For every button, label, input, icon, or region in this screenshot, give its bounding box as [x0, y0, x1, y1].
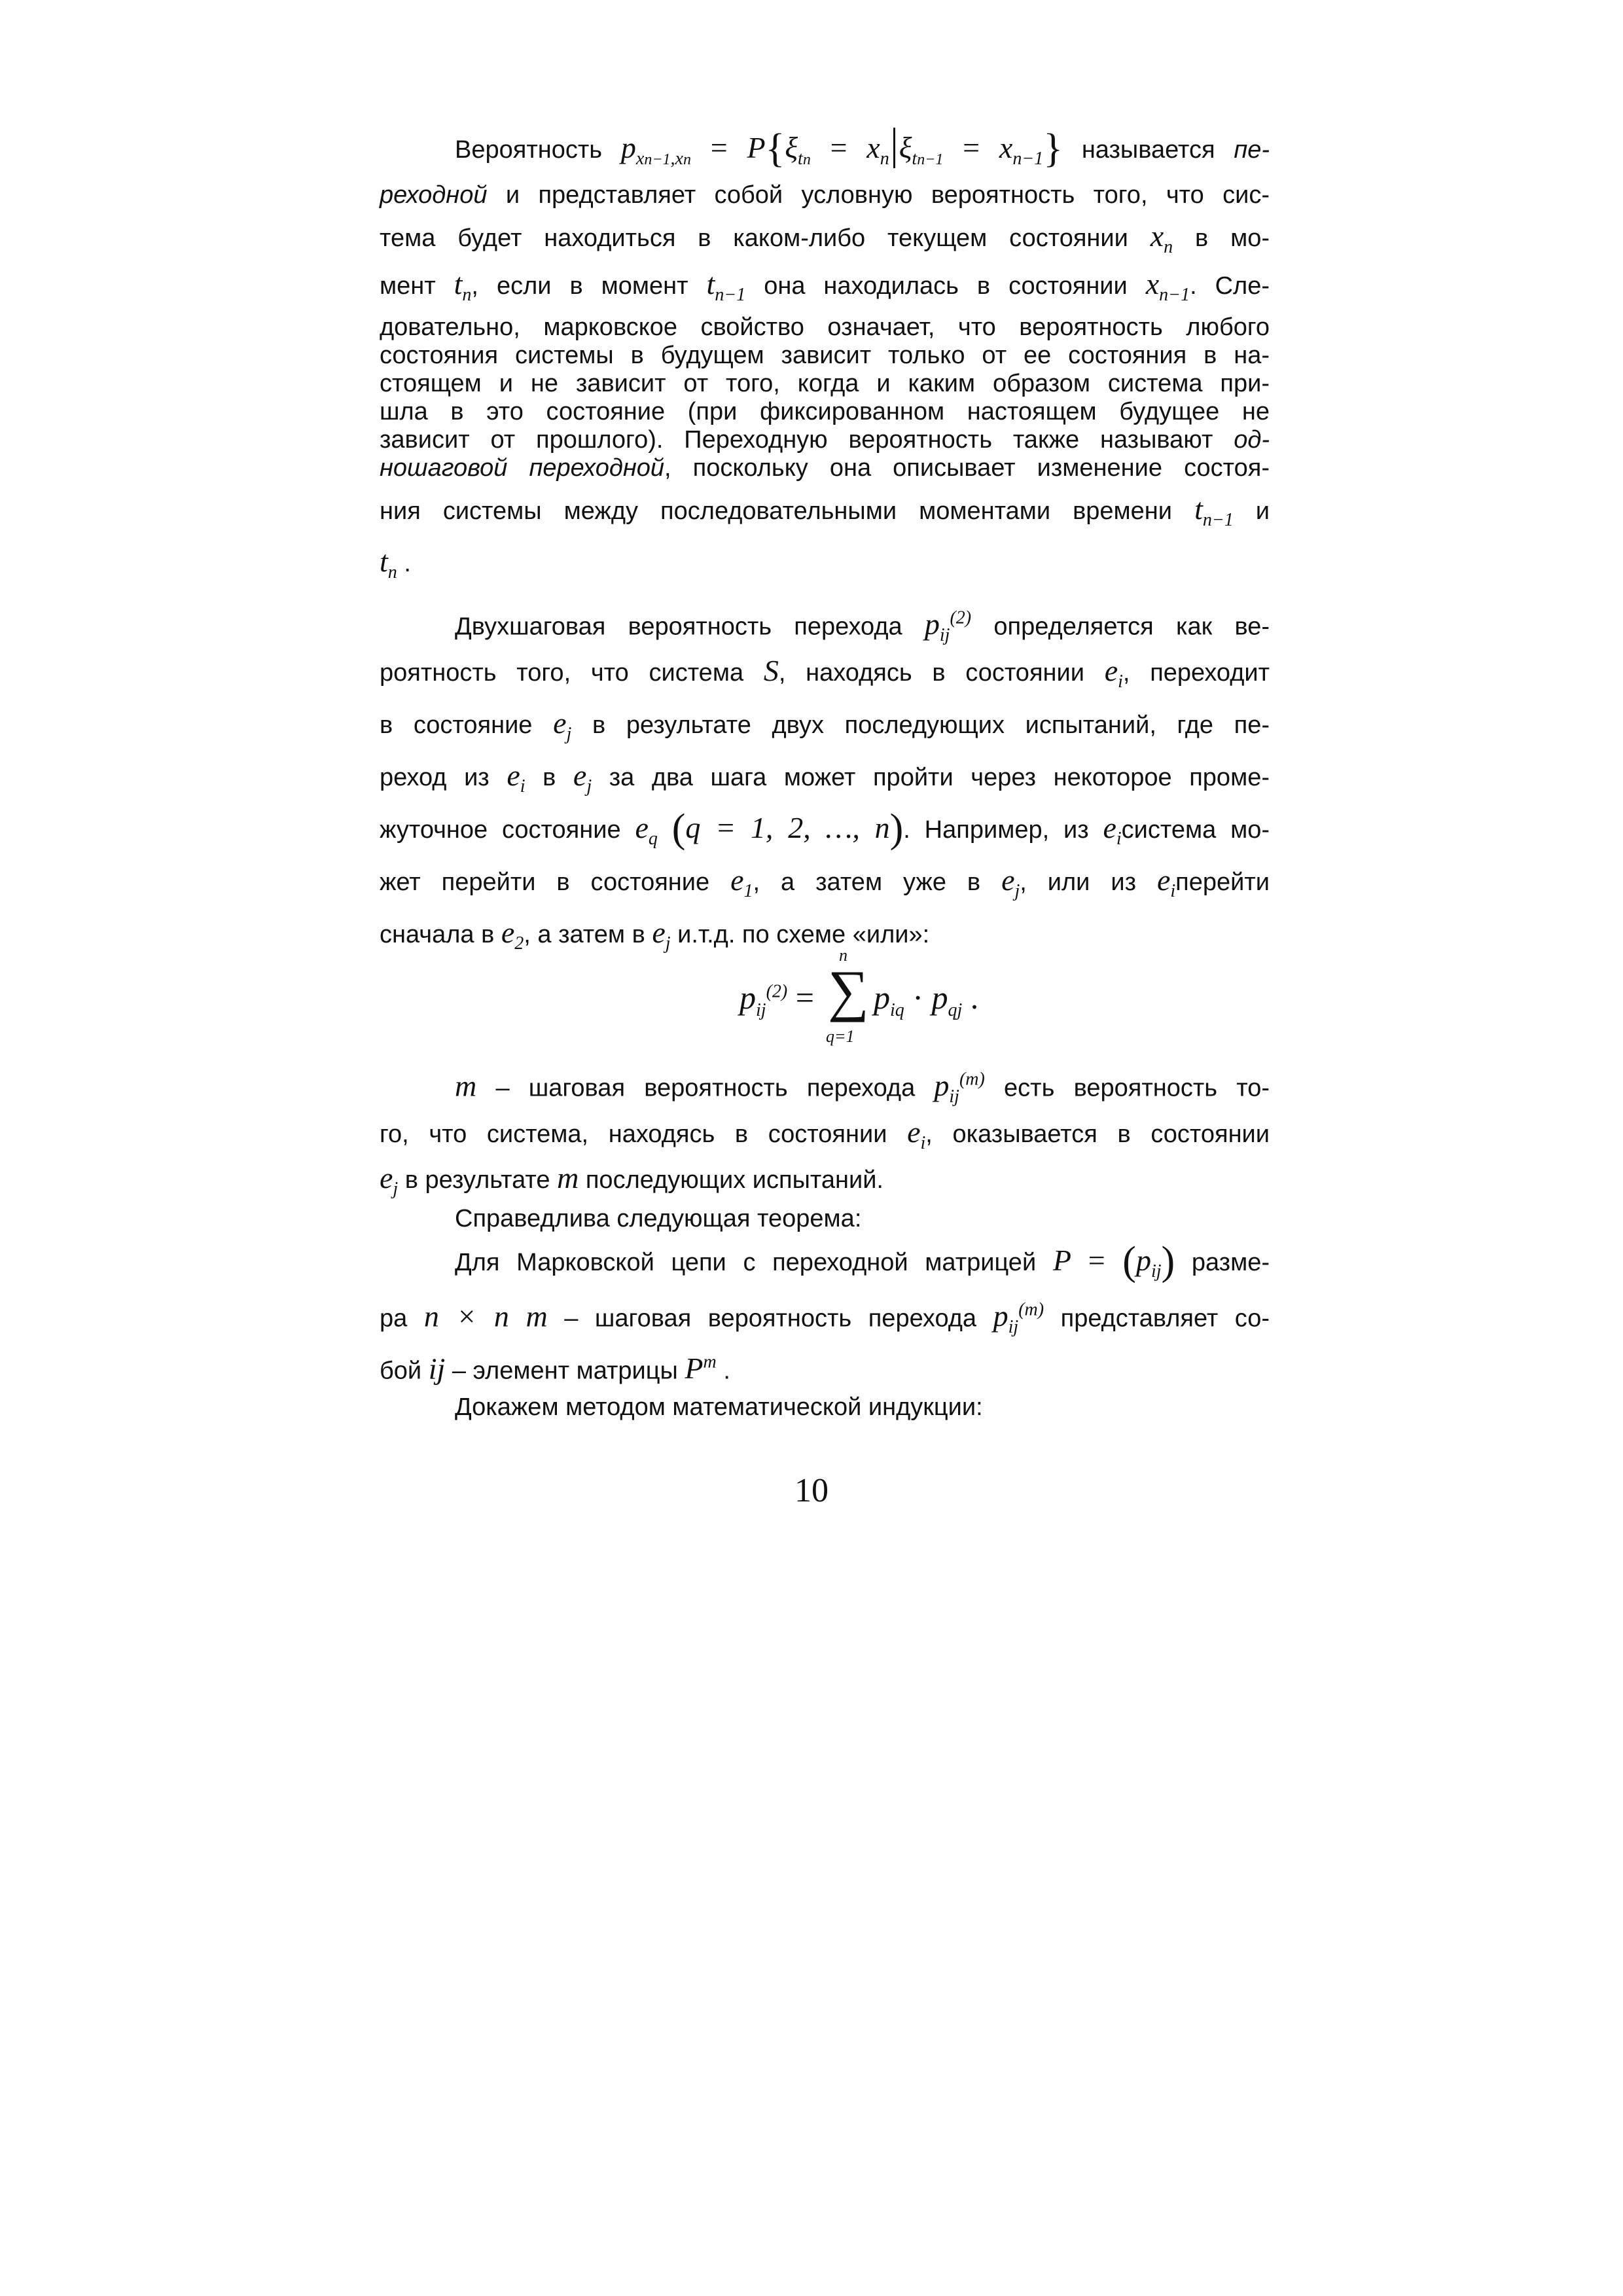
- theorem-line3: бой ij – элемент матрицы $P^m$ .: [380, 1352, 730, 1386]
- para1-line2: реходной и представляет собой условную вероятность того, что сис-: [380, 181, 1270, 209]
- sum-upper-limit: n: [839, 946, 847, 965]
- para1-line12: $t_n$ .: [380, 545, 411, 583]
- page-number: 10: [794, 1472, 829, 1509]
- theorem-intro: Справедлива следующая теорема:: [455, 1205, 862, 1232]
- theorem-line1: Для Марковской цепи с переходной матрицей $P = (p_{ij})$ разме-: [455, 1239, 1270, 1283]
- para2-line1: Двухшаговая вероятность перехода $p_{ij}^{(2)}$ определяется как ве-: [455, 607, 1270, 646]
- formula-lhs: $p_{ij}^{(2)}$ =: [740, 979, 814, 1020]
- proof-intro: Докажем методом математической индукции:: [455, 1393, 983, 1421]
- two-step-sum-formula: [740, 946, 1067, 1050]
- para1-line8: шла в это состояние (при фиксированном настоящем будущее не: [380, 398, 1270, 425]
- para1-line5: довательно, марковское свойство означает, что вероятность любого: [380, 314, 1270, 341]
- theorem-line2: ра n × n m – шаговая вероятность перехода $p_{ij}^{(m)}$ представляет со-: [380, 1299, 1270, 1338]
- para1-line11: ния системы между последовательными моментами времени $t_{n-1}$ и: [380, 492, 1270, 531]
- para1-line6: состояния системы в будущем зависит только от ее состояния в на-: [380, 342, 1270, 369]
- para1-line3: тема будет находиться в каком-либо текущем состоянии $x_n$ в мо-: [380, 219, 1270, 258]
- para2-line6: жет перейти в состояние $e_1$, а затем уже в $e_j$, или из $e_iперейти$: [380, 863, 1270, 902]
- formula-rhs: $p_{iq} \cdot p_{qj}$ .: [874, 979, 979, 1020]
- para1-line7: стоящем и не зависит от того, когда и каким образом система при-: [380, 370, 1270, 397]
- para3-line3: $e_j$ в результате m последующих испытаний.: [380, 1161, 883, 1200]
- para1-line9: зависит от прошлого). Переходную вероятность также называют од-: [380, 426, 1270, 454]
- sum-lower-limit: q=1: [826, 1027, 855, 1046]
- para1-line10: ношаговой переходной, поскольку она описывает изменение состоя-: [380, 454, 1270, 482]
- para1-line1: Вероятность $p_{xn-1,xn} = P\{\xi_{tn} = x_n$ $\xi_{tn-1} = x_{n-1}$} называется пе-: [455, 126, 1270, 171]
- para1-line4: мент $t_n$, если в момент $t_{n-1}$ она находилась в состоянии $x_{n-1}$. Сле-: [380, 267, 1270, 306]
- transition-prob-def: $p_{xn-1,xn} = P\{\xi_{tn} = x_n$ $\xi_{tn-1} = x_{n-1}$}: [620, 126, 1063, 171]
- para2-line5: жуточное состояние $e_q$ (q = 1, 2, …, n). Например, из $e_iсистема$ мо-: [380, 806, 1270, 851]
- sum-sign: ∑: [828, 960, 869, 1023]
- para2-line7: сначала в $e_2$, а затем в $e_j$ и.т.д. по схеме «или»:: [380, 916, 930, 954]
- para3-line1: m – шаговая вероятность перехода $p_{ij}^{(m)}$ есть вероятность то-: [455, 1069, 1270, 1107]
- para2-line2: роятность того, что система S, находясь в состоянии $e_i$, переходит: [380, 654, 1270, 692]
- para2-line3: в состояние $e_j$ в результате двух последующих испытаний, где пе-: [380, 706, 1270, 745]
- para3-line2: го, что система, находясь в состоянии $e_i$, оказывается в состоянии: [380, 1115, 1270, 1154]
- para2-line4: реход из $e_i$ в $e_j$ за два шага может пройти через некоторое проме-: [380, 759, 1270, 797]
